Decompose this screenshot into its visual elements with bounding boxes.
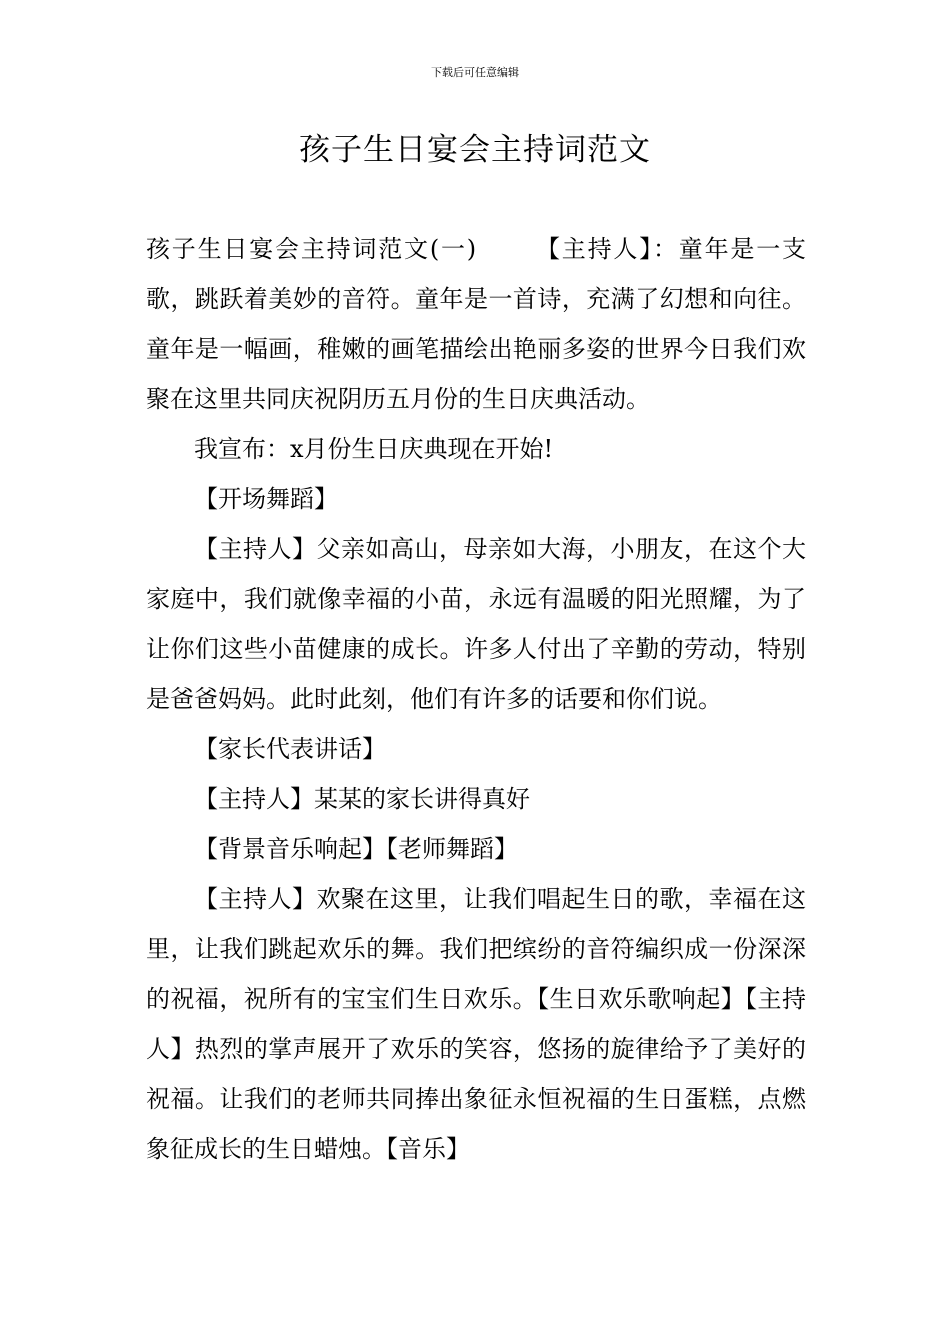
- paragraph-opening-dance: 【开场舞蹈】: [194, 485, 338, 513]
- paragraph-host-praise: 【主持人】某某的家长讲得真好: [194, 785, 530, 813]
- section-label: 孩子生日宴会主持词范文(一): [146, 235, 477, 263]
- paragraph-announcement: 我宣布：x月份生日庆典现在开始!: [194, 435, 554, 463]
- document-body: [146, 224, 806, 1174]
- paragraph-parent-speech: 【家长代表讲话】: [194, 735, 386, 763]
- intro-paragraph: [146, 224, 806, 424]
- paragraph-music-dance: 【背景音乐响起】【老师舞蹈】: [194, 835, 518, 863]
- header-note: 下载后可任意编辑: [431, 66, 519, 79]
- paragraph-host-parents: 【主持人】父亲如高山，母亲如大海，小朋友，在这个大家庭中，我们就像幸福的小苗，永远有温暖的阳光照耀，为了让你们这些小苗健康的成长。许多人付出了辛勤的劳动，特别是爸爸妈妈。此时此刻，他们有许多的话要和你们说。: [146, 535, 806, 713]
- intro-text: 【主持人】：童年是一支歌，跳跃着美妙的音符。童年是一首诗，充满了幻想和向往。童年是一幅画，稚嫩的画笔描绘出艳丽多姿的世界今日我们欢聚在这里共同庆祝阴历五月份的生日庆典活动。: [146, 235, 807, 413]
- document-title: 孩子生日宴会主持词范文: [299, 132, 651, 168]
- paragraph-host-birthday: 【主持人】欢聚在这里，让我们唱起生日的歌，幸福在这里，让我们跳起欢乐的舞。我们把缤纷的音符编织成一份深深的祝福，祝所有的宝宝们生日欢乐。【生日欢乐歌响起】【主持人】热烈的掌声展开了欢乐的笑容，悠扬的旋律给予了美好的祝福。让我们的老师共同捧出象征永恒祝福的生日蛋糕，点燃象征成长的生日蜡烛。【音乐】: [146, 885, 806, 1163]
